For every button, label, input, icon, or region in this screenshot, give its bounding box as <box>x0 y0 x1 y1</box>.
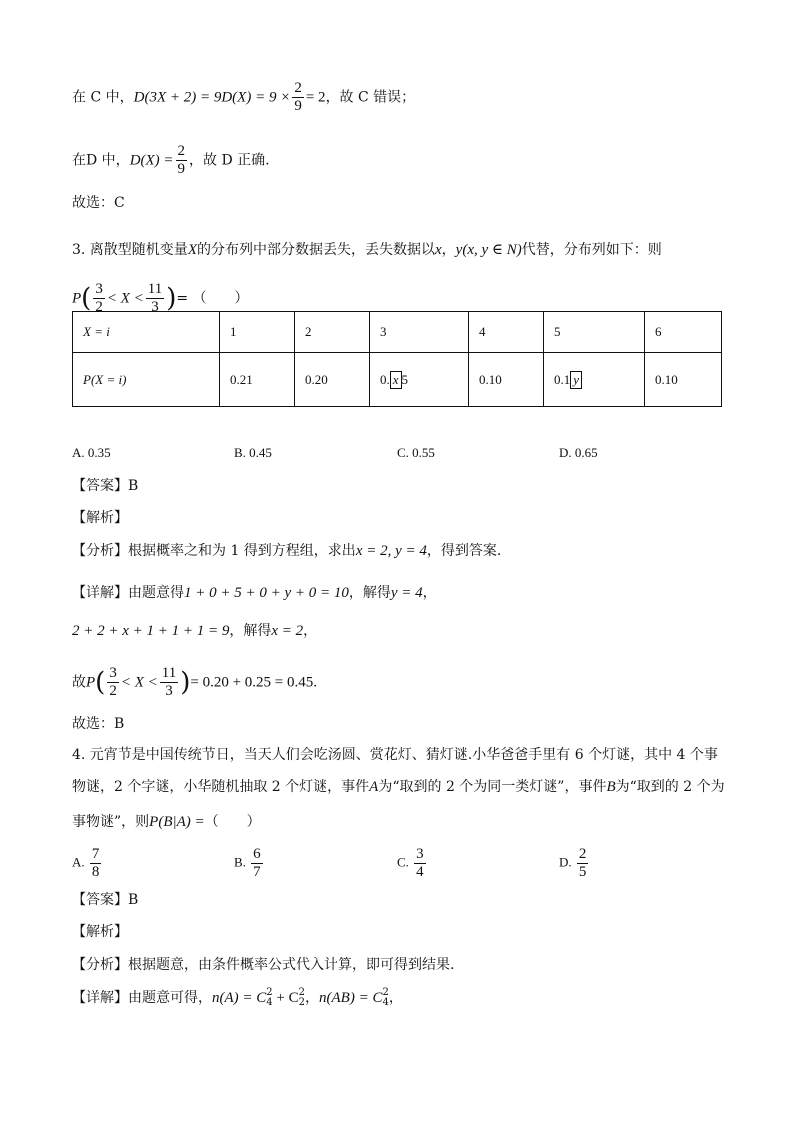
fraction-den: 4 <box>416 864 424 880</box>
event-b: B <box>606 779 616 795</box>
paragraph-d <box>72 143 270 178</box>
table-row <box>73 312 722 353</box>
table-cell: 1 <box>220 312 295 353</box>
analysis-label: 【解析】 <box>72 510 128 526</box>
fraction <box>414 846 426 881</box>
prob-mid: < X < <box>120 674 158 691</box>
option-label: B. <box>234 854 246 870</box>
stem-text: 的分布列中部分数据丢失，丢失数据以 <box>196 242 435 258</box>
table-cell: 0.10 <box>645 353 722 407</box>
fraction-den: 3 <box>151 299 159 315</box>
comb-sub: 4 <box>266 997 273 1008</box>
boxed-y: y <box>570 371 582 389</box>
cell-suffix: 5 <box>401 371 409 387</box>
boxed-x: x <box>390 371 402 389</box>
equation-rhs: = 2 <box>305 89 326 106</box>
table-cell: 5 <box>544 312 645 353</box>
fraction-num: 11 <box>147 281 163 297</box>
fraction-num: 2 <box>578 846 587 862</box>
text-prefix: 在D 中， <box>72 152 130 169</box>
fraction-den: 8 <box>91 864 100 880</box>
detail-result: y = 4 <box>390 585 423 601</box>
fenxi-text: 【分析】根据概率之和为 1 得到方程组，求出 <box>72 543 356 559</box>
fraction <box>577 846 589 881</box>
option-b <box>234 846 265 881</box>
prob-p: P <box>86 674 96 691</box>
choose-line: 故选：B <box>72 716 125 732</box>
fraction <box>107 665 119 700</box>
table-cell: 6 <box>645 312 722 353</box>
option-label: A. <box>72 854 85 870</box>
paren-left: ( <box>95 667 106 698</box>
cell-prefix: 0. <box>380 371 390 387</box>
var-x-lower: x <box>434 242 442 258</box>
detail-result: x = 2 <box>271 623 304 639</box>
table-cell: 2 <box>295 312 370 353</box>
option-a <box>72 846 103 881</box>
fraction-num: 3 <box>95 281 103 297</box>
fraction-num: 2 <box>177 143 186 159</box>
distribution-table <box>72 311 722 407</box>
answer-label: 【答案】B <box>72 892 139 908</box>
fraction-den: 5 <box>578 864 587 880</box>
fraction-den: 7 <box>253 864 261 880</box>
cond-prob: P(B|A) = <box>149 814 205 830</box>
conclusion-prefix: 故 <box>72 674 86 691</box>
option-label: D. <box>559 854 572 870</box>
option-a: A. 0.35 <box>72 445 111 460</box>
fraction-num: 3 <box>109 665 117 681</box>
choose-line: 故选：C <box>72 195 125 211</box>
comb-sub: 2 <box>298 997 305 1008</box>
stem-text: 为“取到的 2 个为 <box>615 779 725 795</box>
prob-tail: = （ ） <box>176 290 249 307</box>
analysis-label: 【解析】 <box>72 924 128 940</box>
q4-fenxi: 【分析】根据题意，由条件概率公式代入计算，即可得到结果. <box>72 957 455 973</box>
stem-text: 3. 离散型随机变量 <box>72 242 188 258</box>
paren-left: ( <box>81 283 92 314</box>
q3-stem <box>72 240 662 260</box>
comb-sup: 2 <box>266 987 273 998</box>
prob-mid: < X < <box>106 290 144 307</box>
equation-lhs: D(X) = <box>129 152 174 169</box>
fraction-num: 11 <box>161 665 177 681</box>
q4-stem-line3 <box>72 812 261 832</box>
paragraph-c <box>72 80 415 115</box>
q3-detail-1 <box>72 583 437 603</box>
detail-eq: 1 + 0 + 5 + 0 + y + 0 = 10 <box>184 585 349 601</box>
comb-sub: 4 <box>382 997 389 1008</box>
detail-eq: 2 + 2 + x + 1 + 1 + 1 = 9 <box>72 623 230 639</box>
table-head-cell: P(X = i) <box>73 353 220 407</box>
n-ab: n(AB) = C <box>319 990 383 1006</box>
stem-text: 事物谜”，则 <box>72 814 150 830</box>
q3-conclusion <box>72 665 317 700</box>
detail-text: 【详解】由题意可得， <box>72 990 212 1006</box>
equation-lhs: D(3X + 2) = 9D(X) = 9 × <box>133 89 291 106</box>
stem-text: 物谜，2 个字谜，小华随机抽取 2 个灯谜，事件 <box>72 779 370 795</box>
fraction <box>292 80 304 115</box>
prob-p: P <box>72 290 82 307</box>
fraction-den: 3 <box>165 683 173 699</box>
var-x: X <box>187 242 197 258</box>
comb-sup: 2 <box>298 987 305 998</box>
var-condition: (x, y ∈ N) <box>462 242 522 258</box>
paren-right: ) <box>180 667 191 698</box>
table-cell-y <box>544 353 645 407</box>
var-y: y <box>455 242 463 258</box>
n-a: n(A) = C <box>212 990 267 1006</box>
table-cell: 3 <box>370 312 469 353</box>
fraction-den: 2 <box>95 299 103 315</box>
fenxi-eq: x = 2, y = 4 <box>355 543 427 559</box>
fraction-den: 9 <box>294 98 302 114</box>
fraction-num: 7 <box>91 846 100 862</box>
fraction-num: 3 <box>416 846 424 862</box>
stem-text: （ ） <box>204 814 261 830</box>
detail-text: ，解得 <box>348 585 391 601</box>
detail-text: ，解得 <box>229 623 272 639</box>
q3-fenxi <box>72 541 501 561</box>
table-head-cell: X = i <box>73 312 220 353</box>
fraction-num: 2 <box>294 80 302 96</box>
text-suffix: ，故 C 错误； <box>325 89 416 106</box>
table-cell: 4 <box>469 312 544 353</box>
conclusion-eq: = 0.20 + 0.25 = 0.45. <box>190 674 317 691</box>
table-cell: 0.10 <box>469 353 544 407</box>
stem-sep: ， <box>441 242 456 258</box>
answer-label: 【答案】B <box>72 478 139 494</box>
q4-stem-line2 <box>72 777 725 797</box>
option-label: C. <box>397 854 409 870</box>
q4-detail <box>72 988 403 1008</box>
q3-detail-2 <box>72 621 317 641</box>
detail-text: 【详解】由题意得 <box>72 585 184 601</box>
fraction-den: 9 <box>177 161 186 177</box>
q4-stem-line1: 4. 元宵节是中国传统节日，当天人们会吃汤圆、赏花灯、猜灯谜.小华爸爸手里有 6 个灯谜，其中 4 个事 <box>72 747 718 763</box>
fraction <box>176 143 188 178</box>
option-b: B. 0.45 <box>234 445 272 460</box>
event-a: A <box>369 779 379 795</box>
fraction <box>90 846 102 881</box>
detail-text: ， <box>388 990 403 1006</box>
stem-text: 为“取到的 2 个为同一类灯谜”，事件 <box>378 779 607 795</box>
cell-prefix: 0.1 <box>554 371 571 387</box>
text-suffix: ，故 D 正确. <box>189 152 270 169</box>
fraction <box>251 846 263 881</box>
option-d <box>559 846 590 881</box>
text-prefix: 在 C 中， <box>72 89 134 106</box>
table-row <box>73 353 722 407</box>
fenxi-text: ，得到答案. <box>426 543 502 559</box>
stem-text: 代替，分布列如下：则 <box>521 242 662 258</box>
fraction <box>160 665 178 700</box>
option-c <box>397 846 428 881</box>
detail-text: ， <box>422 585 437 601</box>
fraction-num: 6 <box>253 846 261 862</box>
table-cell-x <box>370 353 469 407</box>
plus-c: + C <box>272 990 299 1006</box>
table-cell: 0.21 <box>220 353 295 407</box>
option-d: D. 0.65 <box>559 445 598 460</box>
paren-right: ) <box>166 283 177 314</box>
fraction-den: 2 <box>109 683 117 699</box>
option-c: C. 0.55 <box>397 445 435 460</box>
detail-text: ， <box>305 990 319 1006</box>
comb-sup: 2 <box>382 987 389 998</box>
table-cell: 0.20 <box>295 353 370 407</box>
detail-text: ， <box>303 623 318 639</box>
